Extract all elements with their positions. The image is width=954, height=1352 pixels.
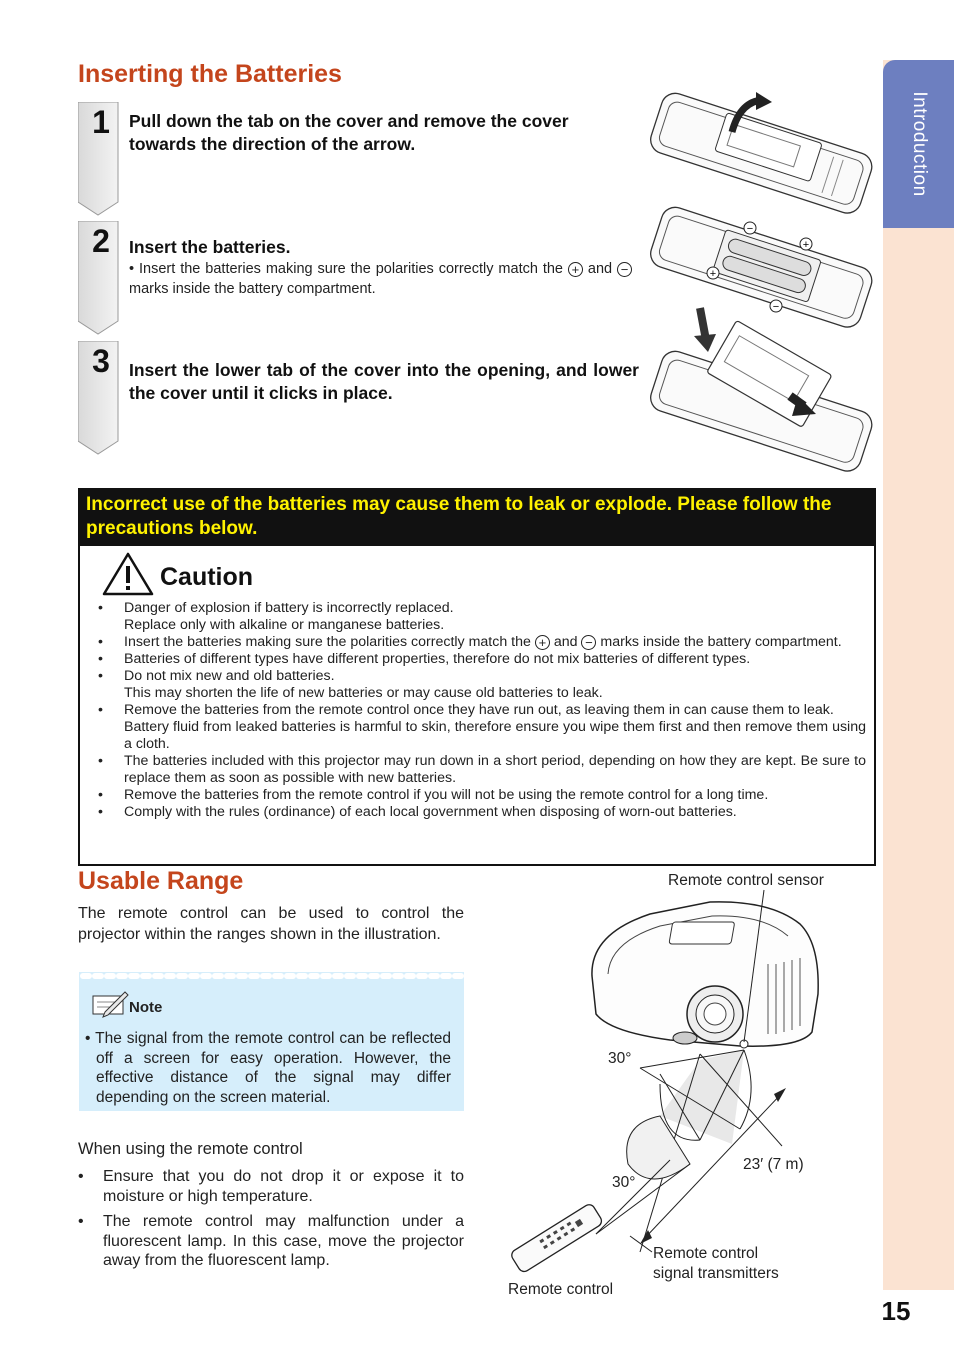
svg-text:−: − [772,301,780,313]
note-label: Note [129,999,163,1016]
svg-text:+: + [709,268,717,280]
warning-triangle-icon [102,552,154,596]
caution-title-row [102,552,254,596]
remote-usage-subhead: When using the remote control [78,1140,303,1158]
side-strip [883,60,954,1290]
caution-item: • Batteries of different types have different properties, therefore do not mix batteries of different types. [96,651,866,668]
caution-item: • Insert the batteries making sure the polarities correctly match the + and − marks inside the battery compartment. [96,634,866,651]
note-box [79,972,464,1111]
step-3-text: Insert the lower tab of the cover into the opening, and lower the cover until it clicks in place. [129,360,639,403]
projector-range-illustration [500,864,870,1304]
remote-cover-closing-illustration [640,300,880,480]
usable-range-diagram [500,864,870,1309]
caution-box [78,488,876,866]
section-tab-label: Introduction [909,91,930,197]
list-item: • The remote control may malfunction under a fluorescent lamp. In this case, move the projector away from the fluorescent lamp. [78,1212,464,1271]
step-number: 3 [92,343,110,379]
note-dotted-border [79,972,464,980]
minus-icon: − [581,635,596,650]
svg-text:−: − [746,223,754,235]
page-number: 15 [881,1296,911,1326]
step-badge-2 [78,221,124,335]
step-badge-1 [78,102,124,216]
step-badge-3 [78,341,124,455]
signal-transmitters-label-line-2: signal transmitters [653,1265,779,1282]
step-number: 1 [92,104,110,140]
list-item: • Ensure that you do not drop it or expose it to moisture or high temperature. [78,1167,464,1206]
caution-item: • Danger of explosion if battery is incorrectly replaced. Replace only with alkaline or manganese batteries. [96,600,866,634]
step-number: 2 [92,223,110,259]
caution-title: Caution [160,563,254,591]
section-tab-introduction[interactable] [883,60,954,228]
warning-header: Incorrect use of the batteries may cause them to leak or explode. Please follow the precautions below. [80,490,874,546]
step-1-text: Pull down the tab on the cover and remove the cover towards the direction of the arrow. [129,111,569,154]
caution-item: • Comply with the rules (ordinance) of each local government when disposing of worn-out batteries. [96,804,866,821]
plus-icon: + [535,635,550,650]
remote-cover-removal-illustration [640,92,880,222]
remote-usage-list [78,1167,464,1277]
remote-control-label: Remote control [508,1281,614,1298]
caution-item: • Remove the batteries from the remote control once they have run out, as leaving them in can cause them to leak. Battery fluid from leaked batteries is harmful to skin, therefore ensure you wipe them first and then remove them using a cloth. [96,702,866,753]
section-title-usable-range: Usable Range [78,867,244,895]
pencil-note-icon [91,990,129,1018]
caution-item: • Remove the batteries from the remote control if you will not be using the remote control for a long time. [96,787,866,804]
angle-label-top: 30° [608,1050,632,1067]
caution-item: • The batteries included with this projector may run down in a short period, depending on how they are kept. Be sure to replace them as soon as possible with new batteries. [96,753,866,787]
distance-label: 23′ (7 m) [743,1156,804,1173]
svg-text:+: + [802,239,810,251]
angle-label-bottom: 30° [612,1174,636,1191]
note-text: • The signal from the remote control can be reflected off a screen for easy operation. However, the effective distance of the signal may differ depending on the screen material. [85,1030,451,1106]
caution-list [96,600,866,821]
step-2-bullet: • Insert the batteries making sure the polarities correctly match the + and − marks inside the battery compartment. [129,259,632,299]
signal-transmitters-label-line-1: Remote control [653,1245,759,1262]
usable-range-intro: The remote control can be used to control the projector within the ranges shown in the illustration. [78,905,464,943]
minus-icon: − [617,262,632,277]
caution-item: • Do not mix new and old batteries. This may shorten the life of new batteries or may cause old batteries to leak. [96,668,866,702]
plus-icon: + [568,262,583,277]
step-2-text: Insert the batteries. [129,237,291,257]
remote-sensor-label: Remote control sensor [668,872,824,889]
section-title-batteries: Inserting the Batteries [78,60,342,88]
